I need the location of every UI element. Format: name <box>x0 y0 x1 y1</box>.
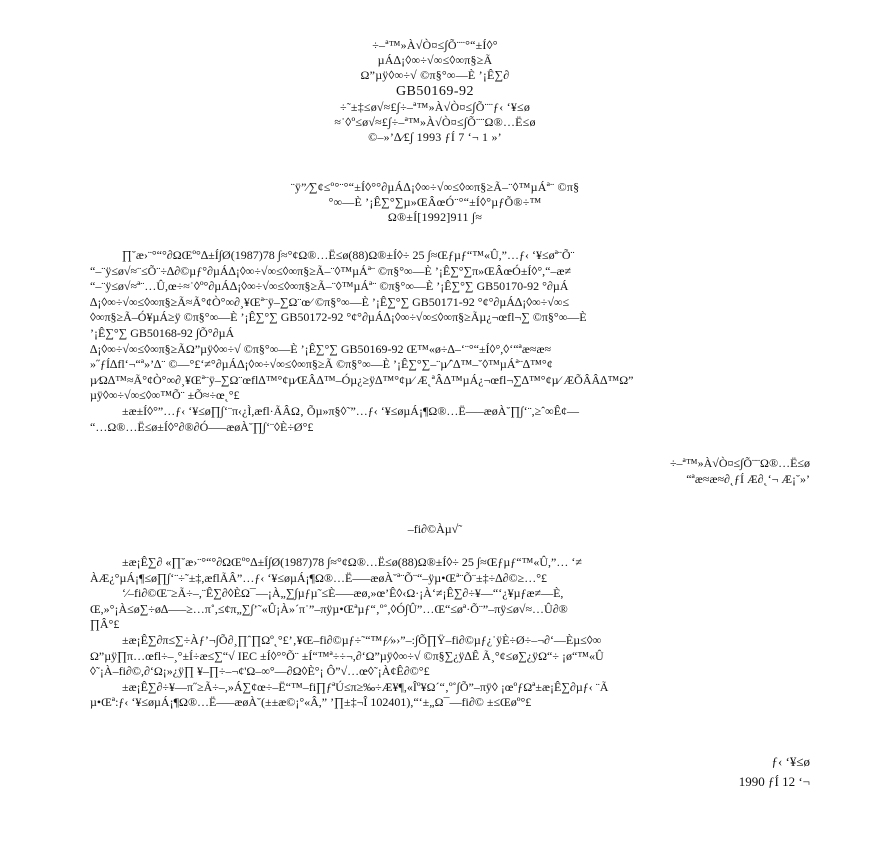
header-line: ≈˙◊º≤ø√≈£∫÷–ª™»À√Ò¤≤∫Õ¨¨Ω®…Ë≤ø <box>334 115 536 129</box>
notice-title <box>0 180 870 225</box>
text-line: Œ,»°¡À≤ø∑÷ø∆—–≥…π˚,≤¢π„∑∫’˜«Û¡À»´π˙”–πÿµ•Œªµƒ“‚º˚,◊Ó∫Û”…Œ“≤øª·Õ¨”–πÿ≤ø√≈…Û∂® <box>90 601 568 616</box>
text-line: “…Ω®…Ë≤ø±Í◊°∂®∂Ó—–æøÀ˘∏∫‘¨◊È÷Ø°£ <box>90 419 314 434</box>
notice-line: Ω®±Í[1992]911 ∫≈ <box>387 210 483 224</box>
notice-line: °∞—È ’¡Ê∑°∑µ»ŒÂœÓ¨°“±Í◊°µƒÕ®÷™ <box>328 195 542 209</box>
notice-line: ¨ÿ”⁄∑¢≤º°¨°“±Í◊°°∂µÁ∆¡◊∞÷√∞≤◊∞π§≥Ã–¨◊™µÁª¨ ©π§ <box>290 180 580 194</box>
text-line: ±æ¡Ê∑∂π≤∑÷Àƒ’¬∫Õ∂¸∏ˆ∏Ωº˛°£’‚¥Œ–fi∂©µƒ÷˜“™ƒ⁄»›”–:∫Õ∏Ÿ–fi∂©µƒ¿˙ÿÈ÷Ø÷–¬∂‘—Èµ≤◊∞ <box>122 632 602 647</box>
standard-header <box>0 38 870 145</box>
issuer-block <box>670 455 810 487</box>
standard-number: GB50169-92 <box>395 84 475 99</box>
text-line: ±æ¡Ê∑∂÷¥––π˝≥Ã÷–,»Á∑¢œ÷–Ë“™–fi∏ƒªÚ≤π≥‰÷Æ¥¶,«Îº¥Ω´“‚º˚∫Õ”–πÿ◊ ¡œºƒΩª±æ¡Ê∑∂µƒ‹ ¨Ã <box>122 679 609 694</box>
signoff-org: ƒ‹ ‘¥≤ø <box>771 754 810 769</box>
text-line: ‘⁄–fi∂©Œ¨≥Ã÷–,¨Ê∑∂◊ÈΩ¯––¡À„∑∫µƒµ˜≤È—–æø,»œ’Ê◊‹Ω·¡À‘≠¡Ê∑∂÷¥––“‘¿¥µƒæ≠—È, <box>122 586 564 601</box>
text-line: ∏˘æ›¨°“°∂ΩŒº°∆±Í∫Ø(1987)78 ∫≈°¢Ω®…Ë≤ø(88)Ω®±Í◊÷ 25 ∫≈Œƒµƒ“™«Û,”…ƒ‹ ‘¥≤øª¨Õ¨ <box>122 248 575 262</box>
notice-body <box>90 248 830 435</box>
text-line: µ•Œª:ƒ‹ ‘¥≤øµÁ¡¶Ω®…Ë—–æøÀ˘(±±æ©¡°«Â,” ’∏±‡¬Î 102401),“‘±„Ω¯––fi∂© ±≤Œøº°£ <box>90 695 532 710</box>
text-line: “–¨ÿ≤ø√≈¨≤Õ¨÷∆∂©µƒ°∂µÁ∆¡◊∞÷√∞≤◊∞π§≥Ã–¨◊™µÁª¨ ©π§°∞—È ’¡Ê∑°∑π»ŒÂœÓ±Í◊°,“–æ≠ <box>90 263 572 278</box>
text-line: ∏Â°£ <box>90 617 120 632</box>
issuer-date: “ªæ≈æ≈∂˛ƒÍ Æ∂˛‘¬ Æ¡˘»’ <box>686 472 810 486</box>
text-line: ◊˜¡À–fi∂©,∂‘Ω¡»¿ÿ∏ ¥–∏÷–¬¢'Ω–∞°—∂Ω◊È°¡ Ô”√…œ◊˜¡À¢Ê∂©°£ <box>90 664 430 679</box>
header-line: ©–»’∆⁄£∫ 1993 ƒÍ 7 ‘¬ 1 »’ <box>368 130 502 144</box>
header-line: Ω”µÿ◊∞÷√ ©π§°∞—È ’¡Ê∑∂ <box>360 68 510 82</box>
revision-notes <box>90 555 830 711</box>
text-line: ÀÆ¿°µÁ¡¶≤ø∏∫‘¨÷˜±‡,æflÃÂ”…ƒ‹ ‘¥≤øµÁ¡¶Ω®…Ë—–æøÀ˘ª¨Õ¨“–ÿµ•Œª¨Õ¨±‡÷∆∂©≥…°£ <box>90 570 547 585</box>
text-line: Ω”µÿ∏π…œfl÷–¸°±Í÷æ≤∑“√ IEC ±Í◊°°Õ¨ ±Í“™ª÷÷¬,∂‘Ω”µÿ◊∞÷√ ©π§∑¿ÿ∆Ê Ã¸°¢≤ø∑¿ÿΩ“÷ ¡ø“™«Û <box>90 648 604 663</box>
text-line: ∆¡◊∞÷√∞≤◊∞π§≥Ã≈Ã°¢Ò°∞∂¸¥Œª¨ÿ–∑Ω¨œ⁄ ©π§°∞—È ’¡Ê∑°∑ GB50171-92 °¢°∂µÁ∆¡◊∞÷√∞≤ <box>90 294 570 309</box>
text-line: “–¨ÿ≤ø√≈ª¨…Û,œ÷≈˙◊º°∂µÁ∆¡◊∞÷√∞≤◊∞π§≥Ã–¨◊™µÁª¨ ©π§°∞—È ’¡Ê∑°∑ GB50170-92 °∂µÁ <box>90 279 569 294</box>
section-heading: –fi∂©Àµ√˜ <box>407 522 463 536</box>
signoff-block <box>739 752 810 792</box>
text-line: ±æ¡Ê∑∂ «∏˘æ›¨°“°∂ΩŒº°∆±Í∫Ø(1987)78 ∫≈°¢Ω®…Ë≤ø(88)Ω®±Í◊÷ 25 ∫≈Œƒµƒ“™«Û,”… ‘≠ <box>122 555 582 569</box>
text-line: µÿ◊∞÷√∞≤◊∞™Õ¨ ±Õ≈÷œ˛°£ <box>90 388 240 403</box>
text-line: ∆¡◊∞÷√∞≤◊∞π§≥ÃΩ”µÿ◊∞÷√ ©π§°∞—È ’¡Ê∑°∑ GB50169-92 Œ™«ø÷∆–‘¨°“±Í◊°,◊‘“ªæ≈æ≈ <box>90 341 552 356</box>
text-line: µ⁄Ω∆™≈Ã°¢Ò°∞∂¸¥Œª¨ÿ–∑Ω¨œfl∆™°¢µ⁄ŒÂ∆™–Óµ¿≥ÿ∆™°¢µ⁄ Æ˛ªÂ∆™µÁ¿¬œfl¬∑∆™°¢µ⁄ ÆÕÂÂ∆™Ω” <box>90 372 634 387</box>
header-line: ÷˜±‡≤ø√≈£∫÷–ª™»À√Ò¤≤∫Õ¨¨ƒ‹ ‘¥≤ø <box>339 100 531 114</box>
text-line: ◊∞π§≥Ã–Ó¥µÁ≥ÿ ©π§°∞—È ’¡Ê∑°∑ GB50172-92 °¢°∂µÁ∆¡◊∞÷√∞≤◊∞π§≥Ãµ¿¬œfl¬∑ ©π§°∞—È <box>90 310 587 325</box>
header-line: ÷–ª™»À√Ò¤≤∫Õ¨¨°“±Í◊° <box>372 38 498 52</box>
text-line: »˝ƒÍ∆fl‘¬“ª»’∆¨ ©––°£‘≠°∂µÁ∆¡◊∞÷√∞≤◊∞π§≥Ã ©π§°∞—È ’¡Ê∑°∑–¨µ⁄ˆ∆™–˘◊™µÁª¨∆™°¢ <box>90 357 553 372</box>
header-line: µÁ∆¡◊∞÷√∞≤◊∞π§≥Ã <box>377 53 493 67</box>
text-line: ’¡Ê∑°∑ GB50168-92 ∫Õ°∂µÁ <box>90 325 235 340</box>
text-line: ±æ±Í◊°”…ƒ‹ ‘¥≤ø∏∫‘¨π‹¿Ì,æfl·ÃÂΩ‚ Õµ»π§◊˜”…ƒ‹ ‘¥≤øµÁ¡¶Ω®…Ë—–æøÀ˘∏∫‘¨,≥ˆ∞Ê¢–– <box>122 403 580 418</box>
issuer-name: ÷–ª™»À√Ò¤≤∫Õ¨¨Ω®…Ë≤ø <box>669 456 810 470</box>
signoff-date: 1990 ƒÍ 12 ‘¬ <box>738 774 810 789</box>
